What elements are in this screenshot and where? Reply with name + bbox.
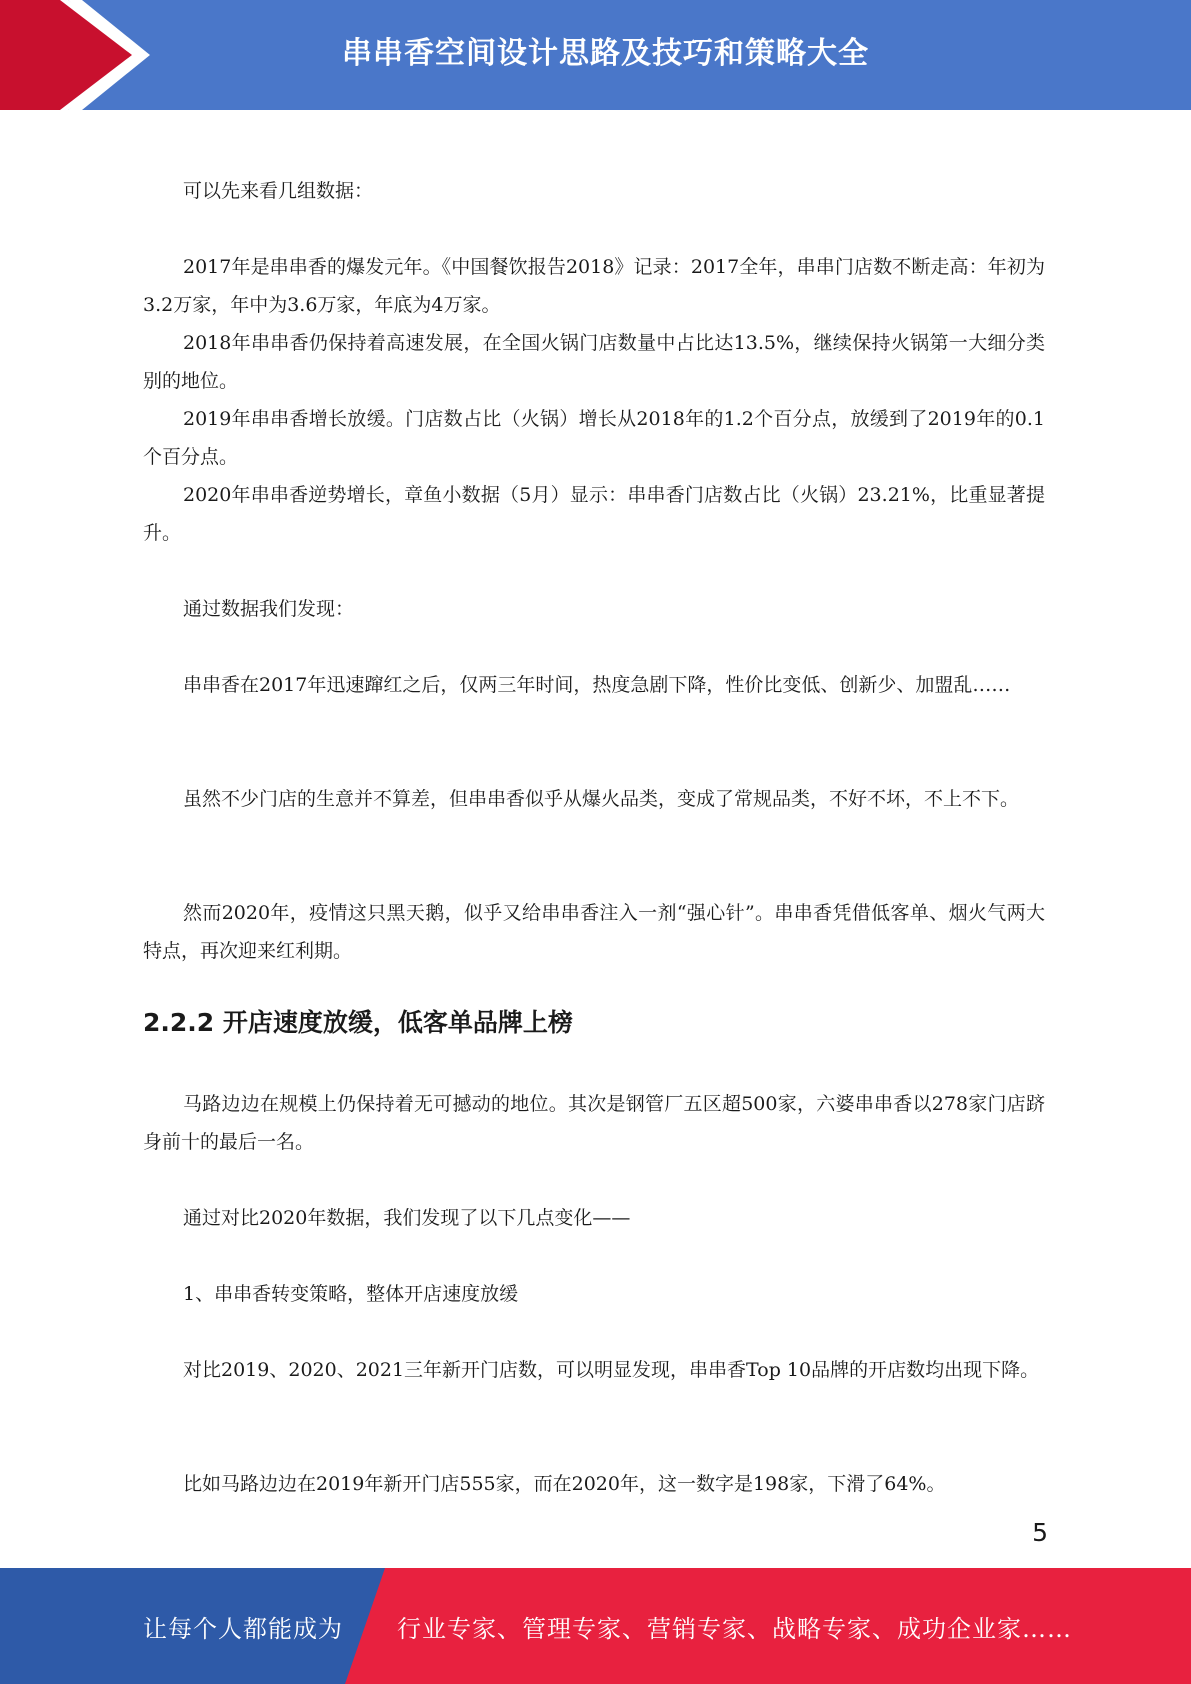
paragraph: 马路边边在规模上仍保持着无可撼动的地位。其次是钢管厂五区超500家，六婆串串香以278家门店跻身前十的最后一名。 [143, 1093, 1045, 1153]
paragraph: 2017年是串串香的爆发元年。《中国餐饮报告2018》记录：2017全年，串串门店数不断走高：年初为3.2万家，年中为3.6万家，年底为4万家。 [143, 256, 1045, 316]
paragraph: 比如马路边边在2019年新开门店555家，而在2020年，这一数字是198家，下滑了64%。 [183, 1473, 946, 1495]
paragraph: 2018年串串香仍保持着高速发展，在全国火锅门店数量中占比达13.5%，继续保持火锅第一大细分类别的地位。 [143, 332, 1045, 392]
page-footer [0, 1568, 1191, 1684]
paragraph: 2019年串串香增长放缓。门店数占比（火锅）增长从2018年的1.2个百分点，放缓到了2019年的0.1个百分点。 [143, 408, 1045, 468]
paragraph: 1、串串香转变策略，整体开店速度放缓 [183, 1283, 519, 1305]
footer-slogan-right: 行业专家、管理专家、营销专家、战略专家、成功企业家…… [397, 1614, 1072, 1643]
footer-slogan-left: 让每个人都能成为 [143, 1614, 343, 1643]
paragraph: 2020年串串香逆势增长，章鱼小数据（5月）显示：串串香门店数占比（火锅）23.21%，比重显著提升。 [143, 484, 1045, 544]
page-number: 5 [1032, 1518, 1048, 1547]
paragraph: 然而2020年，疫情这只黑天鹅，似乎又给串串香注入一剂“强心针”。串串香凭借低客单、烟火气两大特点，再次迎来红利期。 [143, 902, 1045, 962]
paragraph: 通过对比2020年数据，我们发现了以下几点变化—— [183, 1207, 631, 1229]
page-header [0, 0, 1191, 110]
section-heading: 2.2.2 开店速度放缓，低客单品牌上榜 [143, 1008, 573, 1037]
paragraph: 通过数据我们发现： [183, 598, 355, 620]
paragraph: 虽然不少门店的生意并不算差，但串串香似乎从爆火品类，变成了常规品类，不好不坏，不上不下。 [183, 788, 1020, 810]
paragraph: 对比2019、2020、2021三年新开门店数，可以明显发现，串串香Top 10品牌的开店数均出现下降。 [183, 1359, 1040, 1381]
paragraph: 可以先来看几组数据： [183, 180, 374, 202]
document-title: 串串香空间设计思路及技巧和策略大全 [342, 36, 869, 71]
paragraph: 串串香在2017年迅速蹿红之后，仅两三年时间，热度急剧下降，性价比变低、创新少、加盟乱…… [183, 674, 1011, 696]
